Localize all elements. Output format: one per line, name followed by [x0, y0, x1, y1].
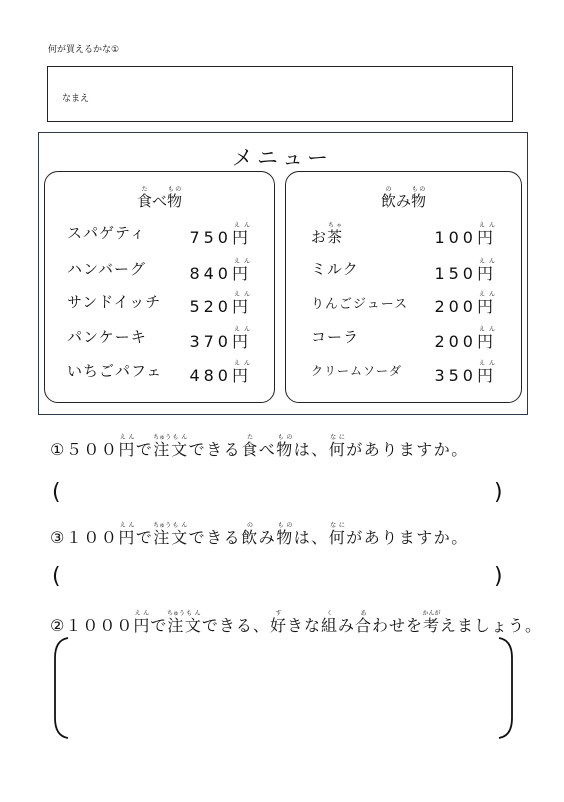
drink-item-name: りんごジュース	[311, 297, 409, 312]
question-text: み	[258, 528, 277, 547]
food-heading-char-3: 物もの	[167, 186, 183, 210]
question-kanji: 合あ	[355, 610, 373, 635]
question-kanji: 文もん	[184, 610, 202, 635]
question-text: できる、	[201, 616, 270, 635]
question-kanji: 考かんが	[422, 610, 441, 635]
question-text: わせを	[372, 616, 424, 635]
food-item-price: 520円えん	[189, 291, 252, 316]
food-item-price: 370円えん	[189, 326, 252, 351]
question-text: ①５００	[50, 440, 119, 459]
question-text: ③１００	[50, 528, 119, 547]
question-kanji: 何なに	[328, 522, 347, 547]
question-kanji: 円えん	[118, 434, 136, 459]
food-item-name: いちごパフェ	[67, 362, 163, 380]
drinks-heading	[286, 186, 521, 211]
question-kanji: 物もの	[276, 434, 294, 459]
drink-item-name: お茶ちゃ	[311, 222, 344, 246]
question-text: がありますか。	[346, 440, 469, 459]
drink-item-row	[286, 358, 521, 385]
question-text: で	[135, 440, 154, 459]
drink-item-price: 150円えん	[434, 258, 497, 283]
food-item-price: 480円えん	[189, 360, 252, 385]
food-menu-card	[44, 171, 275, 403]
food-heading	[45, 186, 274, 211]
food-heading-char-1: 食た	[136, 186, 152, 210]
question-kanji: 食た	[241, 434, 259, 459]
question-3	[50, 522, 469, 548]
name-label: なまえ	[62, 94, 90, 104]
worksheet-title: 何が買えるかな①	[48, 45, 120, 55]
question-text: は、	[293, 528, 329, 547]
question-kanji: 物もの	[276, 522, 294, 547]
drinks-menu-card	[285, 171, 522, 403]
question-kanji: 何なに	[328, 434, 347, 459]
question-kanji: 好す	[269, 610, 287, 635]
question-text: で	[135, 528, 154, 547]
answer-2-right-bracket	[497, 636, 515, 740]
question-text: できる	[188, 440, 242, 459]
question-kanji: 飲の	[241, 522, 259, 547]
drink-item-row	[286, 256, 521, 283]
drink-item-price: 200円えん	[434, 291, 497, 316]
question-kanji: 注ちゅう	[153, 434, 172, 459]
question-kanji: 円えん	[118, 522, 136, 547]
drink-item-name: クリームソーダ	[311, 364, 403, 378]
drink-item-row	[286, 289, 521, 316]
answer-2-left-bracket	[52, 636, 70, 740]
drink-item-row	[286, 324, 521, 351]
question-1	[50, 434, 469, 460]
drinks-heading-char-2: み	[395, 192, 411, 210]
food-item-price: 840円えん	[189, 258, 252, 283]
question-kanji: 円えん	[133, 610, 151, 635]
food-item-price: 750円えん	[189, 222, 252, 247]
drink-item-row	[286, 220, 521, 247]
answer-2-field[interactable]	[72, 640, 492, 736]
question-text: は、	[293, 440, 329, 459]
drink-item-name: コーラ	[311, 328, 360, 346]
question-kanji: 文もん	[171, 522, 189, 547]
answer-1-field[interactable]	[68, 478, 488, 510]
food-item-name: スパゲティ	[67, 224, 146, 242]
name-field[interactable]	[47, 66, 513, 122]
menu-title: メニュー	[232, 146, 332, 170]
food-item-name: サンドイッチ	[67, 293, 162, 311]
question-text: きな	[286, 616, 321, 635]
drinks-heading-char-1: 飲の	[380, 186, 396, 210]
drink-item-price: 200円えん	[434, 326, 497, 351]
question-kanji: 注ちゅう	[153, 522, 172, 547]
question-text: ②１０００	[50, 616, 134, 635]
question-text: で	[150, 616, 168, 635]
food-item-row	[45, 324, 274, 351]
question-text: えましょう。	[440, 616, 543, 635]
food-item-row	[45, 289, 274, 316]
question-kanji: 注ちゅう	[166, 610, 185, 635]
answer-1-open-paren: (	[52, 480, 61, 505]
question-2	[50, 610, 542, 636]
answer-3-open-paren: (	[52, 564, 61, 589]
question-kanji: 組く	[320, 610, 338, 635]
answer-3-field[interactable]	[68, 562, 488, 594]
food-item-name: パンケーキ	[67, 328, 147, 346]
question-text: がありますか。	[346, 528, 469, 547]
question-text: べ	[258, 440, 277, 459]
food-item-name: ハンバーグ	[67, 260, 146, 278]
drink-item-name: ミルク	[311, 260, 359, 278]
drink-item-price: 350円えん	[434, 360, 497, 385]
answer-1-close-paren: )	[494, 480, 503, 505]
question-kanji: 文もん	[171, 434, 189, 459]
drink-item-price: 100円えん	[434, 222, 497, 247]
food-item-row	[45, 358, 274, 385]
drinks-heading-char-3: 物もの	[411, 186, 427, 210]
question-text: み	[337, 616, 355, 635]
answer-3-close-paren: )	[494, 564, 503, 589]
food-item-row	[45, 256, 274, 283]
question-text: できる	[188, 528, 242, 547]
food-item-row	[45, 220, 274, 247]
food-heading-char-2: べ	[151, 192, 167, 210]
